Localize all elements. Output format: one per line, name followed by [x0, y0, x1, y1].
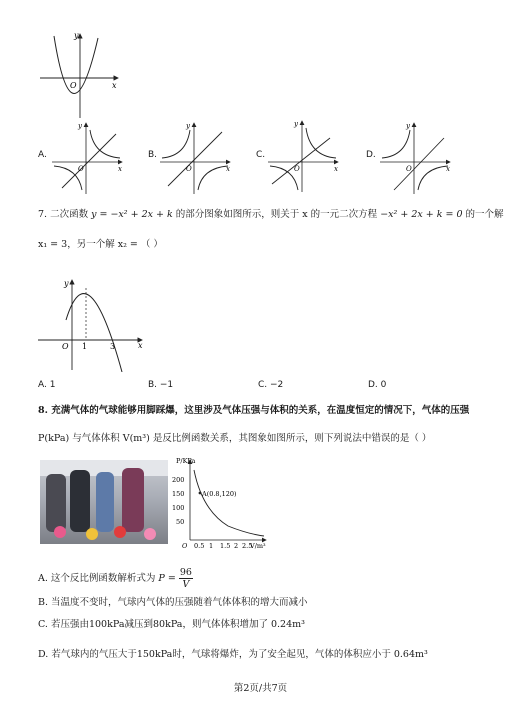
q7-parabola-curve: [66, 294, 122, 372]
q7-parabola-graph: [36, 276, 148, 372]
svg-text:1: 1: [82, 342, 88, 351]
option-b-label[interactable]: B.: [148, 150, 158, 160]
q8-hyperbola-curve: [194, 470, 264, 536]
y-label: y: [74, 31, 79, 40]
option-c-graph[interactable]: [266, 118, 344, 194]
svg-text:y: y: [406, 122, 410, 130]
svg-text:y: y: [64, 279, 69, 288]
q8-option-b[interactable]: B. 当温度不变时，气球内气体的压强随着气体体积的增大而减小: [38, 597, 308, 608]
q8-point-label: A(0.8,120): [202, 490, 237, 498]
q7-stem-line1: 7. 二次函数 y = −x² + 2x + k 的部分图象如图所示，则关于 x 的一元二次方程 −x² + 2x + k = 0 的一个解: [38, 209, 504, 220]
svg-text:x: x: [334, 165, 338, 173]
option-d-label[interactable]: D.: [366, 150, 376, 160]
svg-text:y: y: [78, 122, 82, 130]
q8-xtick-2: 2: [234, 542, 239, 550]
q8-xtick-1.5: 1.5: [220, 542, 231, 550]
svg-text:y: y: [186, 122, 190, 130]
q8-stem-line2: P(kPa) 与气体体积 V(m³) 是反比例函数关系，其图象如图所示，则下列说法中错误的是（ ）: [38, 433, 432, 444]
top-parabola-graph: [36, 30, 126, 120]
svg-text:x: x: [226, 165, 230, 173]
option-c-label[interactable]: C.: [256, 150, 266, 160]
svg-text:x: x: [446, 165, 450, 173]
option-a-label[interactable]: A.: [38, 150, 47, 160]
q8-ytick-200: 200: [172, 476, 185, 484]
q8-stem-line1: 8. 充满气体的气球能够用脚踩爆，这里涉及气体压强与体积的关系，在温度恒定的情况下，气体的压强: [38, 405, 470, 416]
option-d-graph[interactable]: [378, 120, 456, 196]
q8-x-label: V/m³: [250, 542, 266, 550]
svg-text:O: O: [186, 165, 192, 173]
q8-origin: O: [182, 542, 188, 550]
option-a-graph[interactable]: [50, 120, 128, 196]
q8-ytick-150: 150: [172, 490, 185, 498]
q8-xtick-1: 1: [209, 542, 214, 550]
q7-option-d[interactable]: D. 0: [368, 380, 387, 390]
q8-ytick-100: 100: [172, 504, 185, 512]
q7-option-a[interactable]: A. 1: [38, 380, 56, 390]
origin-label: O: [70, 81, 77, 90]
q8-xtick-2.5: 2.5: [242, 542, 253, 550]
x-label: x: [112, 81, 117, 90]
svg-text:y: y: [294, 120, 298, 128]
svg-text:O: O: [406, 165, 412, 173]
q7-stem-line2: x₁ = 3，另一个解 x₂ = （ ）: [38, 239, 163, 250]
q8-option-d[interactable]: D. 若气球内的气压大于150kPa时，气球将爆炸，为了安全起见，气体的体积应小于 0.64m³: [38, 649, 428, 660]
svg-text:O: O: [294, 165, 300, 173]
page-footer: 第2页/共7页: [233, 683, 288, 694]
q8-ytick-50: 50: [176, 518, 185, 526]
q8-y-label: P/KPa: [176, 457, 196, 465]
option-b-graph[interactable]: [158, 120, 236, 196]
svg-text:O: O: [78, 165, 84, 173]
q7-option-b[interactable]: B. −1: [148, 380, 174, 390]
svg-text:x: x: [118, 165, 122, 173]
q8-pressure-volume-graph: [168, 456, 272, 550]
q8-xtick-0.5: 0.5: [194, 542, 205, 550]
q8-point-a: [199, 492, 202, 495]
svg-text:3: 3: [110, 342, 116, 351]
q8-option-c[interactable]: C. 若压强由100kPa减压到80kPa，则气体体积增加了 0.24m³: [38, 619, 305, 630]
svg-text:O: O: [62, 342, 69, 351]
balloon-photo: [40, 460, 168, 544]
q8-option-a[interactable]: A. 这个反比例函数解析式为 P = $\frac{96}{V}$: [38, 567, 192, 590]
q7-option-c[interactable]: C. −2: [258, 380, 284, 390]
svg-text:x: x: [138, 341, 143, 350]
